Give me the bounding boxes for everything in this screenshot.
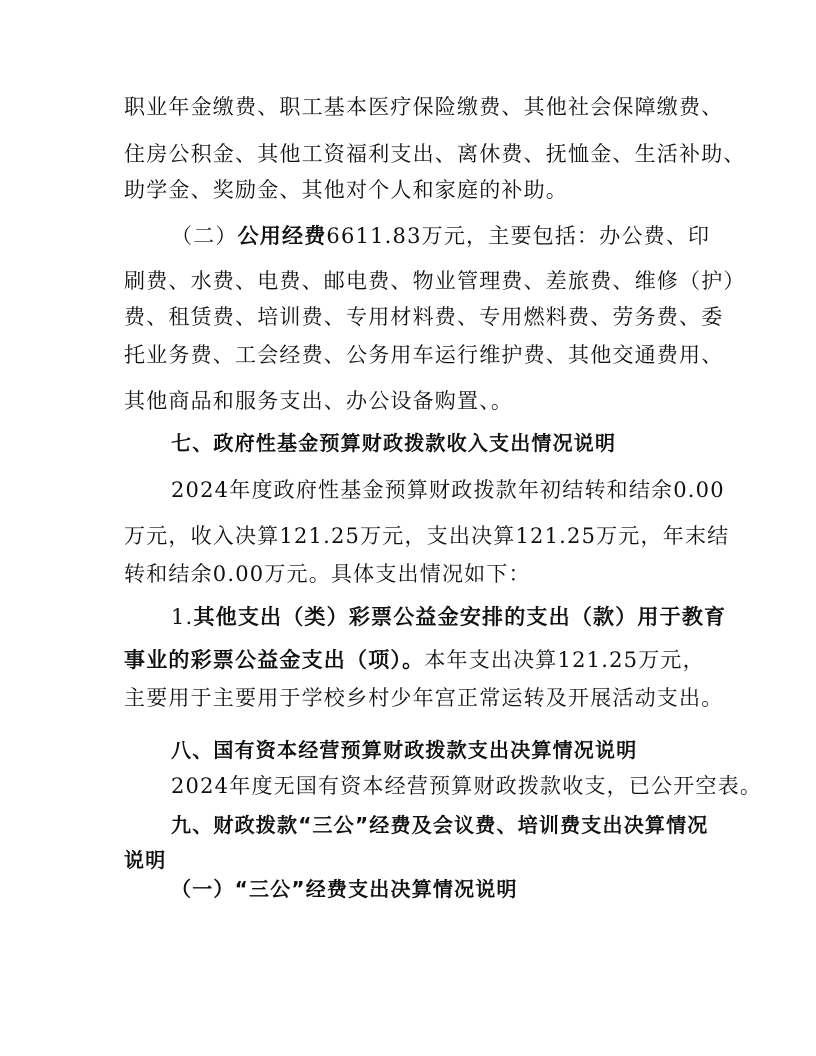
public-funds-text: 6611.83万元，主要包括：办公费、印 bbox=[326, 224, 711, 248]
section-heading-9: 九、财政拨款“三公”经费及会议费、培训费支出决算情况 bbox=[171, 813, 709, 837]
body-text-line: 万元，收入决算121.25万元，支出决算121.25万元，年末结 bbox=[124, 524, 730, 548]
body-text-line: 转和结余0.00万元。具体支出情况如下： bbox=[124, 562, 531, 586]
expenditure-item-1 bbox=[171, 602, 726, 632]
expenditure-subcategory: 事业的彩票公益金支出（项）。 bbox=[124, 648, 425, 672]
subsection-heading: （一）“三公”经费支出决算情况说明 bbox=[171, 877, 518, 901]
expenditure-category: 其他支出（类）彩票公益金安排的支出（款）用于教育 bbox=[193, 605, 727, 629]
section-heading-9-cont: 说明 bbox=[124, 848, 167, 872]
body-text-line: 费、租赁费、培训费、专用材料费、专用燃料费、劳务费、委 bbox=[124, 305, 724, 329]
body-text-line: 托业务费、工会经费、公务用车运行维护费、其他交通费用、 bbox=[124, 343, 724, 367]
body-text-line: 职业年金缴费、职工基本医疗保险缴费、其他社会保障缴费、 bbox=[124, 95, 724, 119]
body-text-line: 其他商品和服务支出、办公设备购置、。 bbox=[124, 389, 514, 413]
expenditure-amount-text: 本年支出决算121.25万元， bbox=[424, 648, 705, 672]
paragraph-public-funds bbox=[171, 221, 710, 251]
body-text-line: 主要用于主要用于学校乡村少年宫正常运转及开展活动支出。 bbox=[124, 686, 724, 710]
body-text-line: 2024年度政府性基金预算财政拨款年初结转和结余0.00 bbox=[171, 478, 725, 502]
section-heading-8: 八、国有资本经营预算财政拨款支出决算情况说明 bbox=[171, 738, 638, 762]
body-text-line: 2024年度无国有资本经营预算财政拨款收支，已公开空表。 bbox=[171, 774, 763, 798]
item-number: （二） bbox=[171, 224, 238, 248]
body-text-line: 住房公积金、其他工资福利支出、离休费、抚恤金、生活补助、 bbox=[124, 142, 746, 166]
expenditure-item-1-cont bbox=[124, 645, 705, 675]
section-heading-7: 七、政府性基金预算财政拨款收入支出情况说明 bbox=[171, 431, 617, 455]
body-text-line: 助学金、奖励金、其他对个人和家庭的补助。 bbox=[124, 178, 568, 202]
public-funds-label: 公用经费 bbox=[237, 224, 327, 248]
item-number: 1. bbox=[171, 605, 194, 629]
body-text-line: 刷费、水费、电费、邮电费、物业管理费、差旅费、维修（护） bbox=[124, 269, 746, 293]
